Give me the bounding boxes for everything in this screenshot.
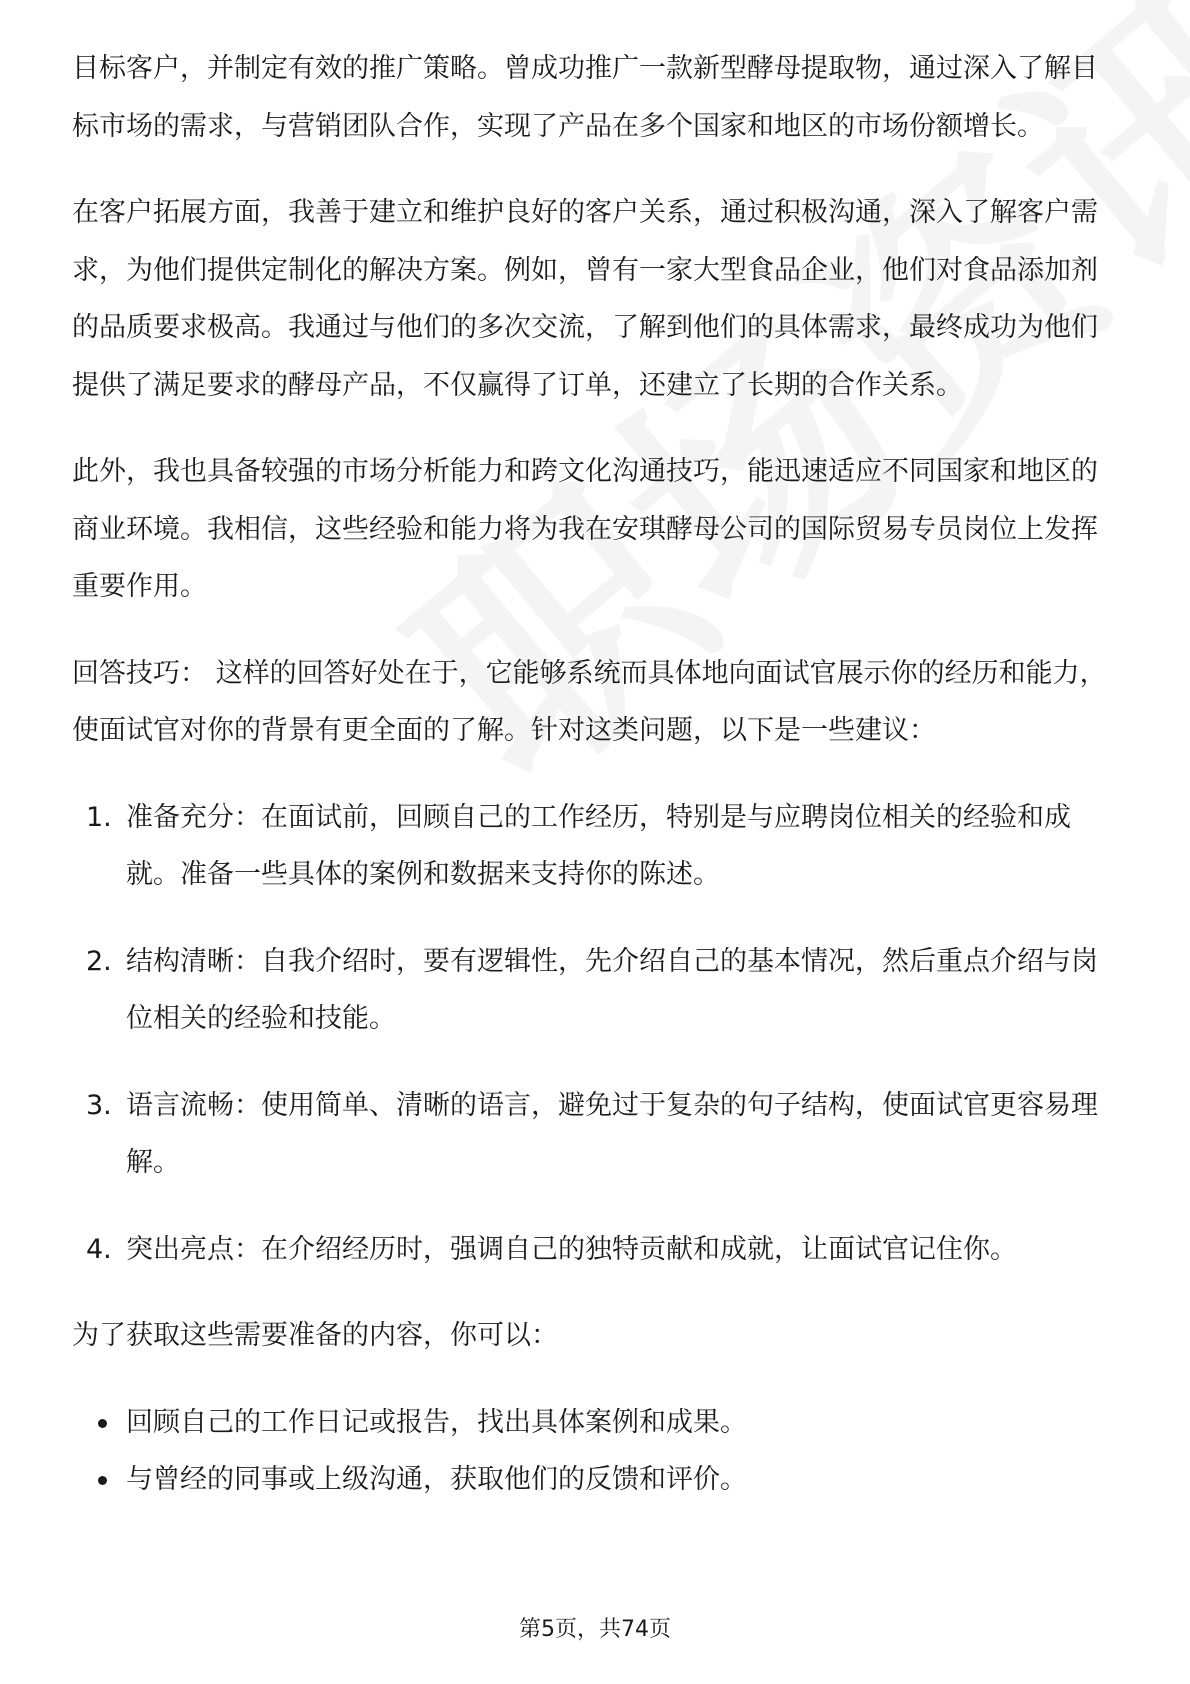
paragraph-customer-expansion: 在客户拓展方面，我善于建立和维护良好的客户关系，通过积极沟通，深入了解客户需求，为他们提供定制化的解决方案。例如，曾有一家大型食品企业，他们对食品添加剂的品质要求极高。我通过与他们的多次交流，了解到他们的具体需求，最终成功为他们提供了满足要求的酵母产品，不仅赢得了订单，还建立了长期的合作关系。	[72, 197, 1098, 401]
tip-text: 准备充分：在面试前，回顾自己的工作经历，特别是与应聘岗位相关的经验和成就。准备一些具体的案例和数据来支持你的陈述。	[126, 801, 1071, 890]
preparation-list	[72, 1394, 1122, 1509]
tip-item	[72, 1077, 1122, 1192]
paragraph-additional-skills: 此外，我也具备较强的市场分析能力和跨文化沟通技巧，能迅速适应不同国家和地区的商业环境。我相信，这些经验和能力将为我在安琪酵母公司的国际贸易专员岗位上发挥重要作用。	[72, 456, 1098, 602]
bullet-icon	[98, 1476, 107, 1485]
tip-item	[72, 933, 1122, 1048]
tips-list	[72, 789, 1122, 1279]
list-item	[72, 1451, 1122, 1509]
tip-number: 3.	[86, 1089, 112, 1121]
bullet-icon	[98, 1419, 107, 1428]
tip-number: 4.	[86, 1233, 112, 1265]
tip-number: 1.	[86, 801, 112, 833]
list-item-text: 回顾自己的工作日记或报告，找出具体案例和成果。	[126, 1406, 747, 1438]
tip-number: 2.	[86, 945, 112, 977]
list-item-text: 与曾经的同事或上级沟通，获取他们的反馈和评价。	[126, 1464, 747, 1495]
paragraph-promotion: 目标客户，并制定有效的推广策略。曾成功推广一款新型酵母提取物，通过深入了解目标市场的需求，与营销团队合作，实现了产品在多个国家和地区的市场份额增长。	[72, 53, 1098, 142]
tip-item	[72, 789, 1122, 904]
paragraph-answer-tips: 回答技巧： 这样的回答好处在于，它能够系统而具体地向面试官展示你的经历和能力，使面试官对你的背景有更全面的了解。针对这类问题，以下是一些建议：	[72, 657, 1107, 746]
tip-text: 语言流畅：使用简单、清晰的语言，避免过于复杂的句子结构，使面试官更容易理解。	[126, 1089, 1098, 1178]
list-item	[72, 1394, 1122, 1452]
tip-text: 突出亮点：在介绍经历时，强调自己的独特贡献和成就，让面试官记住你。	[126, 1233, 1017, 1265]
tip-text: 结构清晰：自我介绍时，要有逻辑性，先介绍自己的基本情况，然后重点介绍与岗位相关的经验和技能。	[126, 945, 1098, 1034]
page-number: 第5页，共74页	[519, 1617, 671, 1642]
document-body	[72, 40, 1122, 1509]
preparation-intro: 为了获取这些需要准备的内容，你可以：	[72, 1320, 558, 1351]
tip-item	[72, 1221, 1122, 1279]
